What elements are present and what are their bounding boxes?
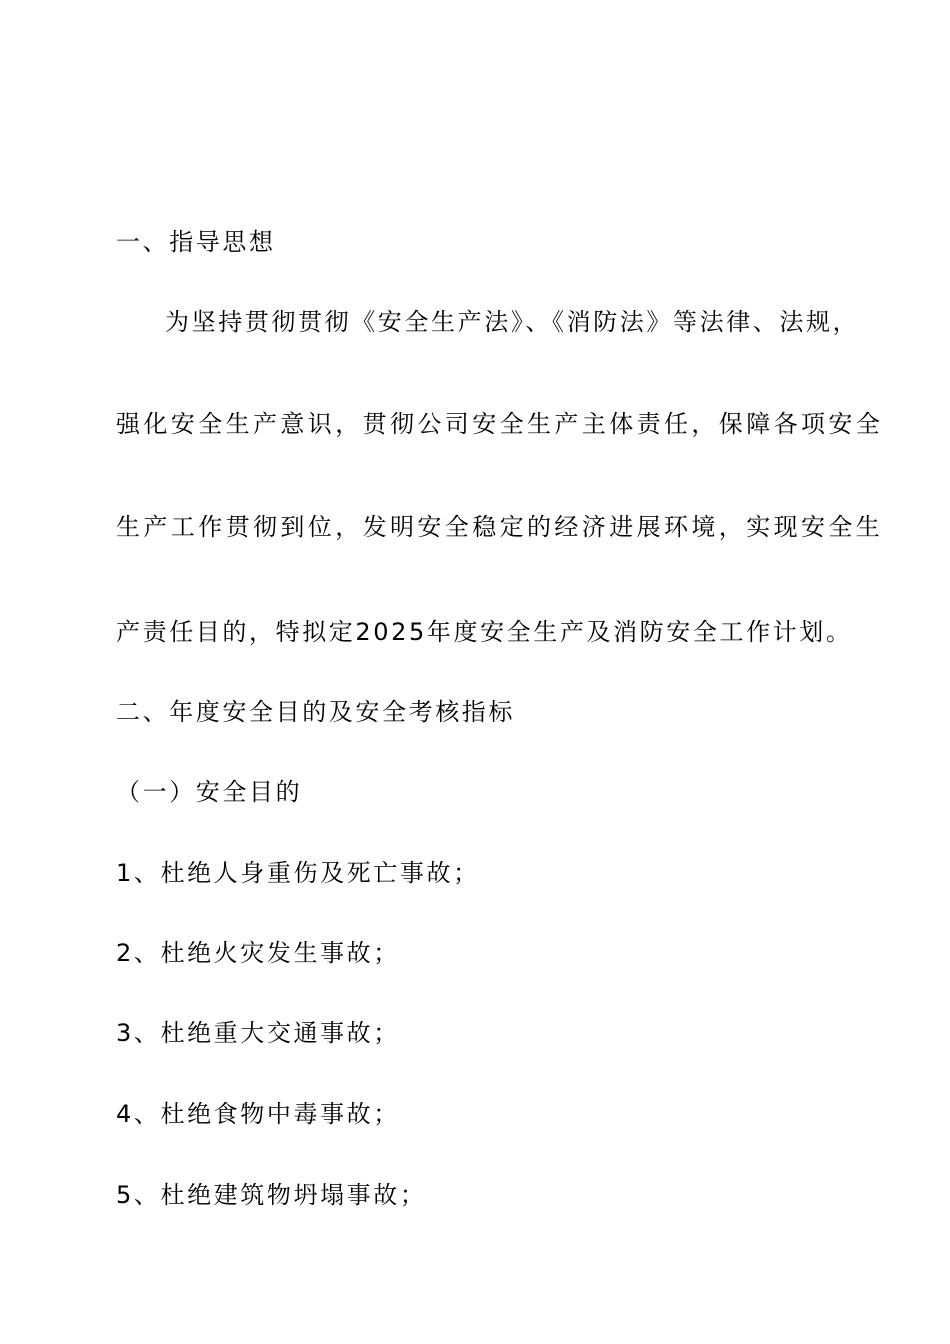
paragraph-line: 产责任目的，特拟定2025年度安全生产及消防安全工作计划。 bbox=[116, 618, 853, 646]
section-heading-guiding-ideology: 一、指导思想 bbox=[116, 228, 276, 256]
list-item: 4、杜绝食物中毒事故； bbox=[116, 1100, 400, 1128]
paragraph-line: 为坚持贯彻贯彻《安全生产法》、《消防法》等法律、法规， bbox=[165, 308, 860, 336]
list-item: 5、杜绝建筑物坍塌事故； bbox=[116, 1181, 427, 1209]
list-item: 2、杜绝火灾发生事故； bbox=[116, 939, 400, 967]
section-heading-annual-targets: 二、年度安全目的及安全考核指标 bbox=[116, 698, 515, 726]
list-item: 1、杜绝人身重伤及死亡事故； bbox=[116, 859, 480, 887]
subsection-heading-safety-goals: （一）安全目的 bbox=[116, 778, 303, 806]
paragraph-line: 生产工作贯彻到位，发明安全稳定的经济进展环境，实现安全生 bbox=[116, 513, 884, 541]
list-item: 3、杜绝重大交通事故； bbox=[116, 1019, 400, 1047]
paragraph-line: 强化安全生产意识，贯彻公司安全生产主体责任，保障各项安全 bbox=[116, 410, 884, 438]
